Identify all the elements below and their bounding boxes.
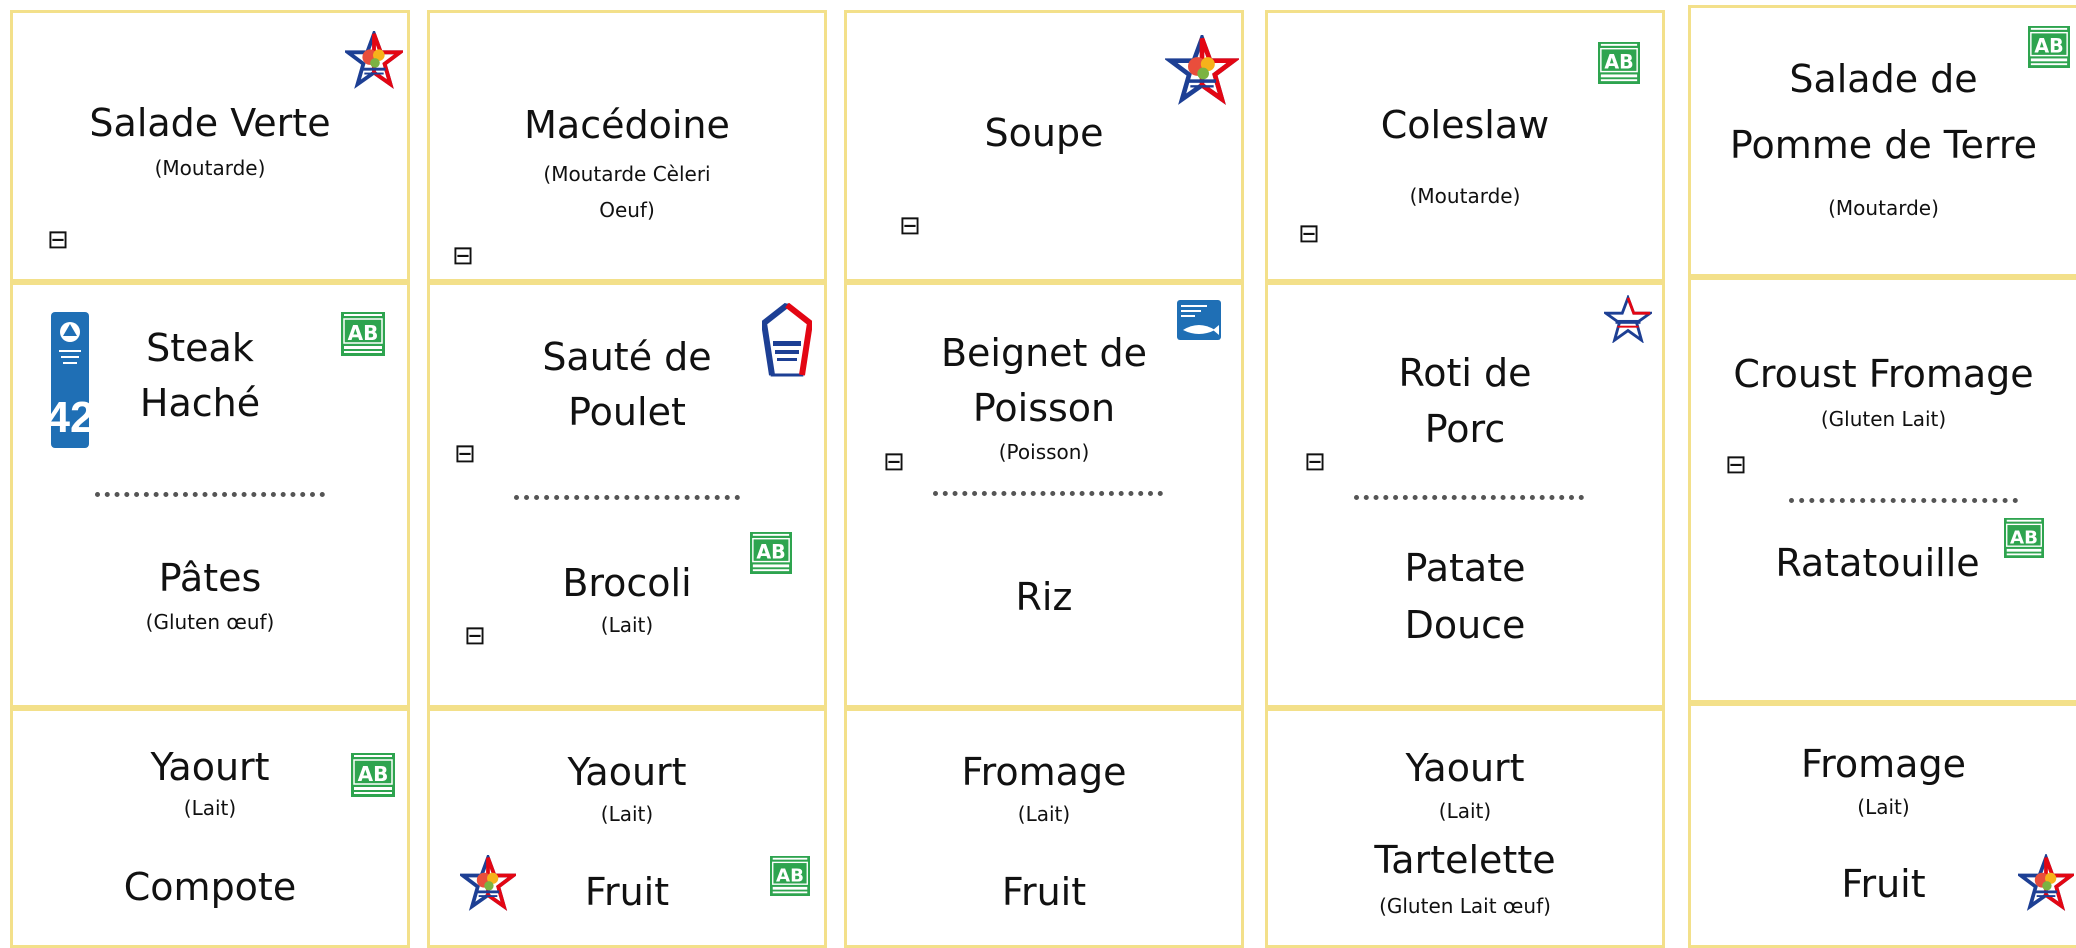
- dessert-allergen-2: (Gluten Lait œuf): [1379, 894, 1551, 918]
- side-dish-line-1: Patate: [1404, 546, 1526, 590]
- side-dish: Ratatouille: [1775, 541, 1980, 585]
- dessert-line-2: Compote: [123, 865, 297, 909]
- starter-allergens-line-2: Oeuf): [599, 198, 655, 222]
- main-dish-line-1: Steak: [146, 326, 254, 370]
- main-dish-line-1: Beignet de: [940, 331, 1148, 375]
- dessert-line-2: Fruit: [1001, 870, 1087, 914]
- main-card: [1688, 277, 2076, 703]
- separator: [933, 491, 1163, 496]
- starter-allergens: (Moutarde): [1409, 184, 1521, 208]
- main-dish: Croust Fromage: [1733, 352, 2034, 396]
- dessert-line-1: Yaourt: [1405, 746, 1525, 790]
- ab-bio-icon: [770, 852, 810, 900]
- menu-day-2: [427, 0, 827, 939]
- side-dish: Pâtes: [158, 556, 262, 600]
- allergen-warning-icon: ⊟: [464, 621, 486, 651]
- dessert-line-1: Fromage: [961, 750, 1127, 794]
- fruits-legumes-de-france-icon: [1165, 35, 1239, 105]
- starter-card: [844, 10, 1244, 282]
- starter-allergens: (Moutarde): [1828, 196, 1939, 220]
- allergen-warning-icon: ⊟: [452, 241, 474, 271]
- dessert-card: [10, 708, 410, 948]
- allergen-warning-icon: ⊟: [899, 211, 921, 241]
- allergen-warning-icon: ⊟: [1298, 219, 1320, 249]
- dessert-line-1: Fromage: [1801, 742, 1966, 786]
- allergen-warning-icon: ⊟: [454, 439, 476, 469]
- dessert-card: [1688, 703, 2076, 948]
- starter-name: Soupe: [984, 111, 1104, 155]
- main-card: [10, 282, 410, 708]
- dessert-line-2: Fruit: [1841, 862, 1926, 906]
- starter-name: Coleslaw: [1380, 103, 1550, 147]
- starter-name: Salade Verte: [89, 101, 331, 145]
- dessert-allergen-1: (Lait): [1017, 802, 1071, 826]
- starter-allergens: (Moutarde): [154, 156, 266, 180]
- separator: [514, 495, 740, 500]
- dessert-card: [844, 708, 1244, 948]
- allergen-warning-icon: ⊟: [1304, 447, 1326, 477]
- side-dish: Riz: [1015, 575, 1073, 619]
- dessert-line-1: Yaourt: [150, 745, 270, 789]
- dessert-card: [427, 708, 827, 948]
- menu-day-1: [10, 0, 410, 939]
- starter-card: [10, 10, 410, 282]
- separator: [1789, 498, 2018, 503]
- main-card: [844, 282, 1244, 708]
- menu-day-5: [1688, 0, 2076, 939]
- side-allergens: (Gluten œuf): [145, 610, 275, 634]
- starter-card: [427, 10, 827, 282]
- dessert-line-2: Tartelette: [1374, 838, 1556, 882]
- svg-text:42: 42: [45, 393, 95, 442]
- side-dish-line-2: Douce: [1404, 603, 1526, 647]
- dessert-card: [1265, 708, 1665, 948]
- main-card: [1265, 282, 1665, 708]
- main-dish-line-2: Haché: [139, 381, 261, 425]
- starter-card: [1265, 10, 1665, 282]
- dessert-allergen-1: (Lait): [1438, 799, 1492, 823]
- separator: [1354, 495, 1584, 500]
- porc-francais-icon: [1604, 295, 1652, 343]
- main-dish-line-1: Roti de: [1398, 351, 1532, 395]
- dessert-allergen-1: (Lait): [600, 802, 654, 826]
- starter-card: [1688, 5, 2076, 277]
- main-dish-line-2: Poulet: [568, 390, 686, 434]
- main-dish-line-1: Sauté de: [542, 335, 712, 379]
- side-allergens: (Lait): [600, 613, 654, 637]
- dessert-allergen-1: (Lait): [183, 796, 237, 820]
- fruits-legumes-de-france-icon: [2018, 854, 2074, 912]
- main-dish-allergens: (Gluten Lait): [1820, 407, 1947, 431]
- dessert-line-1: Yaourt: [567, 750, 687, 794]
- starter-name: Macédoine: [524, 103, 730, 147]
- menu-day-3: [844, 0, 1244, 939]
- main-dish-allergens: (Poisson): [998, 440, 1090, 464]
- separator: [95, 492, 325, 497]
- dessert-line-2: Fruit: [584, 870, 670, 914]
- allergen-warning-icon: ⊟: [1725, 450, 1747, 480]
- fruits-legumes-de-france-icon: [345, 31, 403, 89]
- main-card: [427, 282, 827, 708]
- starter-allergens-line-1: (Moutarde Cèleri: [543, 162, 711, 186]
- side-dish: Brocoli: [562, 561, 692, 605]
- menu-day-4: [1265, 0, 1665, 939]
- main-dish-line-2: Poisson: [972, 386, 1116, 430]
- dessert-allergen-1: (Lait): [1857, 795, 1910, 819]
- allergen-warning-icon: ⊟: [47, 225, 69, 255]
- starter-line-2: Pomme de Terre: [1729, 123, 2038, 167]
- starter-line-1: Salade de: [1789, 57, 1978, 101]
- ab-bio-icon: [1598, 41, 1640, 85]
- main-dish-line-2: Porc: [1424, 407, 1506, 451]
- allergen-warning-icon: ⊟: [883, 447, 905, 477]
